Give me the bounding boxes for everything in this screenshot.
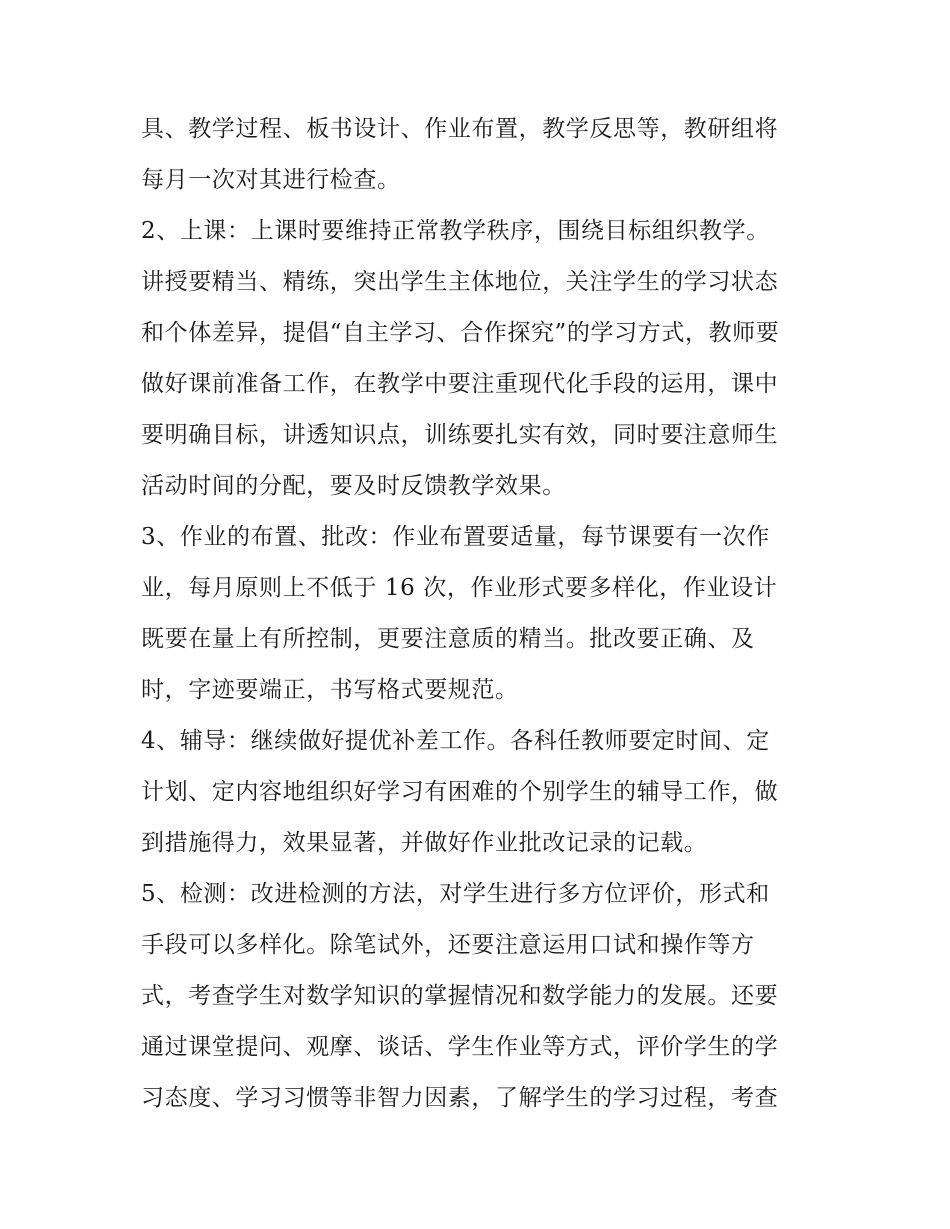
text-line: 具、教学过程、板书设计、作业布置，教学反思等，教研组将: [141, 116, 779, 142]
text-line: 时，字迹要端正，书写格式要规范。: [141, 677, 519, 703]
text-line: 4、辅导：继续做好提优补差工作。各科任教师要定时间、定: [141, 728, 770, 754]
text-line: 到措施得力，效果显著，并做好作业批改记录的记载。: [141, 830, 708, 856]
text-line: 和个体差异，提倡“自主学习、合作探究”的学习方式，教师要: [141, 320, 780, 346]
text-line: 活动时间的分配，要及时反馈教学效果。: [141, 473, 566, 499]
text-line: 通过课堂提问、观摩、谈话、学生作业等方式，评价学生的学: [141, 1034, 779, 1060]
text-line: 3、作业的布置、批改：作业布置要适量，每节课要有一次作: [141, 524, 770, 550]
text-line: 式，考查学生对数学知识的掌握情况和数学能力的发展。还要: [141, 983, 779, 1009]
text-line: 手段可以多样化。除笔试外，还要注意运用口试和操作等方: [141, 932, 755, 958]
text-line: 做好课前准备工作，在教学中要注重现代化手段的运用，课中: [141, 371, 779, 397]
document-body: [141, 104, 821, 1124]
text-line: 2、上课：上课时要维持正常教学秩序，围绕目标组织教学。: [141, 218, 770, 244]
text-line: 要明确目标，讲透知识点，训练要扎实有效，同时要注意师生: [141, 422, 779, 448]
text-line: 5、检测：改进检测的方法，对学生进行多方位评价，形式和: [141, 881, 770, 907]
text-line: 每月一次对其进行检查。: [141, 167, 401, 193]
text-line: 习态度、学习习惯等非智力因素，了解学生的学习过程，考查: [141, 1085, 779, 1111]
text-line: 业，每月原则上不低于 16 次，作业形式要多样化，作业设计: [141, 575, 778, 601]
text-line: 讲授要精当、精练，突出学生主体地位，关注学生的学习状态: [141, 269, 779, 295]
text-line: 计划、定内容地组织好学习有困难的个别学生的辅导工作，做: [141, 779, 779, 805]
text-line: 既要在量上有所控制，更要注意质的精当。批改要正确、及: [141, 626, 755, 652]
